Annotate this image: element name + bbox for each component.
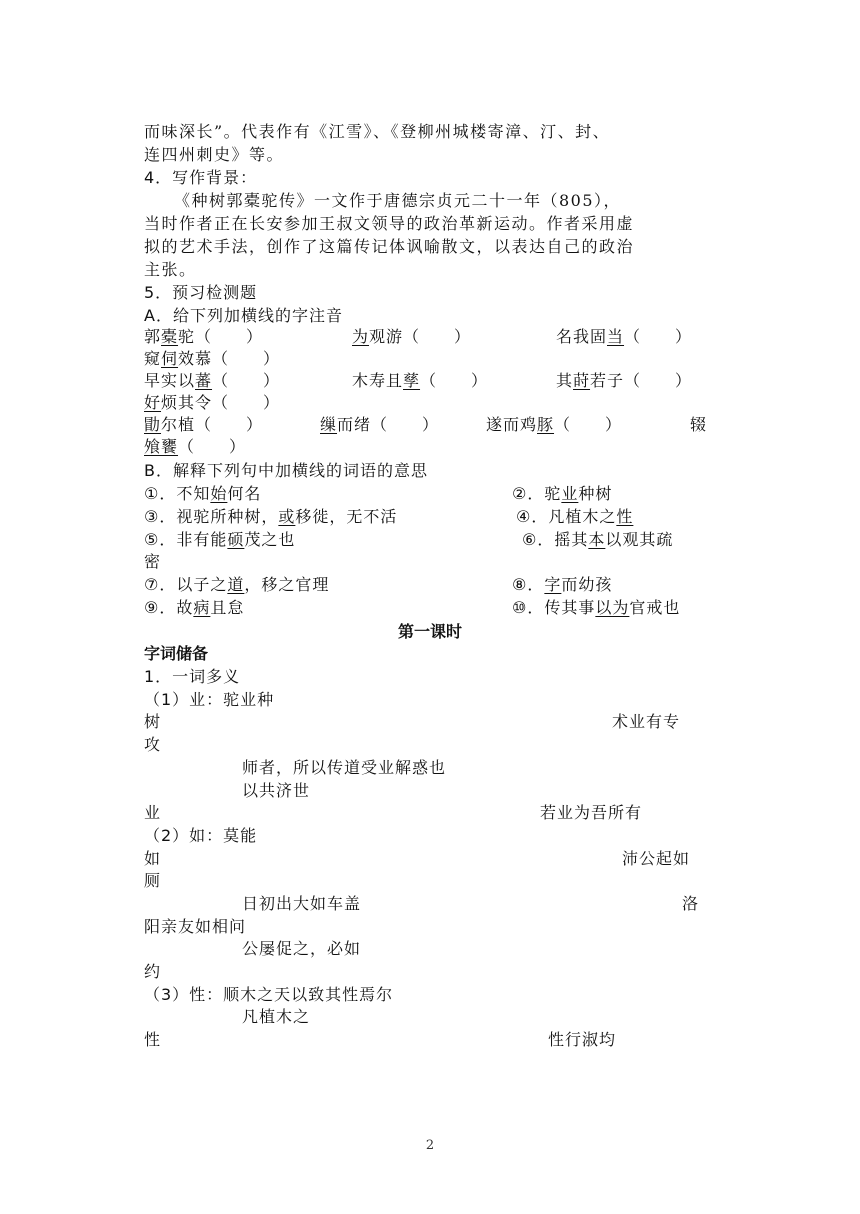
pinyin-item: 缫而绪（ ） [320, 415, 440, 434]
polysemy-entry: 师者，所以传道受业解惑也 [242, 758, 447, 777]
polysemy-entry: 凡植木之 [242, 1007, 311, 1026]
background-paragraph-line-2: 当时作者正在长安参加王叔文领导的政治革新运动。作者采用虚 [144, 214, 635, 233]
pinyin-item: 名我固当（ ） [556, 327, 693, 346]
page-number: 2 [425, 1138, 435, 1153]
pinyin-item: 其莳若子（ ） [556, 371, 693, 390]
polysemy-entry: 术业有专 [612, 712, 681, 731]
definition-item: ⑩．传其事以为官戒也 [512, 598, 681, 617]
background-paragraph-line-1: 《种树郭橐驼传》一文作于唐德宗贞元二十一年（805）， [174, 191, 622, 210]
polysemy-entry: （3）性：顺木之天以致其性焉尔 [144, 985, 394, 1004]
polysemy-entry: 攻 [144, 735, 162, 754]
definition-item: ④．凡植木之性 [516, 507, 634, 526]
definition-item: ⑤．非有能硕茂之也 [144, 530, 296, 549]
pinyin-item: 早实以蕃（ ） [144, 371, 281, 390]
pinyin-item: 为观游（ ） [352, 327, 472, 346]
definition-item: 密 [144, 552, 162, 571]
polysemy-entry: 厕 [144, 871, 162, 890]
polysemy-entry: 若业为吾所有 [540, 803, 643, 822]
polysemy-entry: 性 [144, 1030, 162, 1049]
polysemy-entry: （2）如：莫能 [144, 826, 258, 845]
polysemy-entry: 沛公起如 [622, 849, 691, 868]
author-intro-line-2: 连四州刺史》等。 [144, 145, 285, 164]
background-paragraph-line-3: 拟的艺术手法，创作了这篇传记体讽喻散文，以表达自己的政治 [144, 237, 635, 256]
subsection-heading: 1．一词多义 [144, 667, 241, 686]
background-heading: 4．写作背景： [144, 168, 258, 187]
pinyin-item: 勖尔植（ ） [144, 415, 264, 434]
pinyin-item: 木寿且孳（ ） [352, 371, 489, 390]
pinyin-item: 窥伺效慕（ ） [144, 349, 281, 368]
definition-item: ⑨．故病且怠 [144, 598, 245, 617]
pinyin-item: 好烦其令（ ） [144, 393, 281, 412]
polysemy-entry: （1）业：驼业种 [144, 690, 275, 709]
lesson-title: 第一课时 [397, 622, 462, 641]
definition-item: ③．视驼所种树，或移徙，无不活 [144, 507, 398, 526]
polysemy-entry: 业 [144, 803, 162, 822]
pinyin-item: 郭橐驼（ ） [144, 327, 264, 346]
preview-heading: 5．预习检测题 [144, 283, 258, 302]
pinyin-item: 辍 [690, 415, 708, 434]
background-paragraph-line-4: 主张。 [144, 260, 197, 279]
polysemy-entry: 如 [144, 849, 162, 868]
section-heading: 字词储备 [144, 644, 209, 663]
polysemy-entry: 以共济世 [242, 781, 311, 800]
pinyin-item: 遂而鸡豚（ ） [486, 415, 623, 434]
definition-item: ②．驼业种树 [512, 484, 613, 503]
definition-item: ⑥．摇其本以观其疏 [522, 530, 674, 549]
polysemy-entry: 性行淑均 [548, 1030, 617, 1049]
author-intro-line-1: 而味深长”。代表作有《江雪》、《登柳州城楼寄漳、汀、封、 [144, 122, 611, 141]
polysemy-entry: 洛 [682, 894, 700, 913]
definition-item: ⑧．字而幼孩 [512, 575, 613, 594]
pinyin-item: 飧饔（ ） [144, 437, 247, 456]
part-b-instruction: B．解释下列句中加横线的词语的意思 [144, 461, 428, 480]
polysemy-entry: 公屡促之，必如 [242, 939, 362, 958]
polysemy-entry: 阳亲友如相问 [144, 917, 247, 936]
polysemy-entry: 日初出大如车盖 [242, 894, 362, 913]
part-a-instruction: A．给下列加横线的字注音 [144, 306, 343, 325]
definition-item: ⑦．以子之道，移之官理 [144, 575, 330, 594]
polysemy-entry: 约 [144, 962, 162, 981]
definition-item: ①．不知始何名 [144, 484, 262, 503]
polysemy-entry: 树 [144, 712, 162, 731]
